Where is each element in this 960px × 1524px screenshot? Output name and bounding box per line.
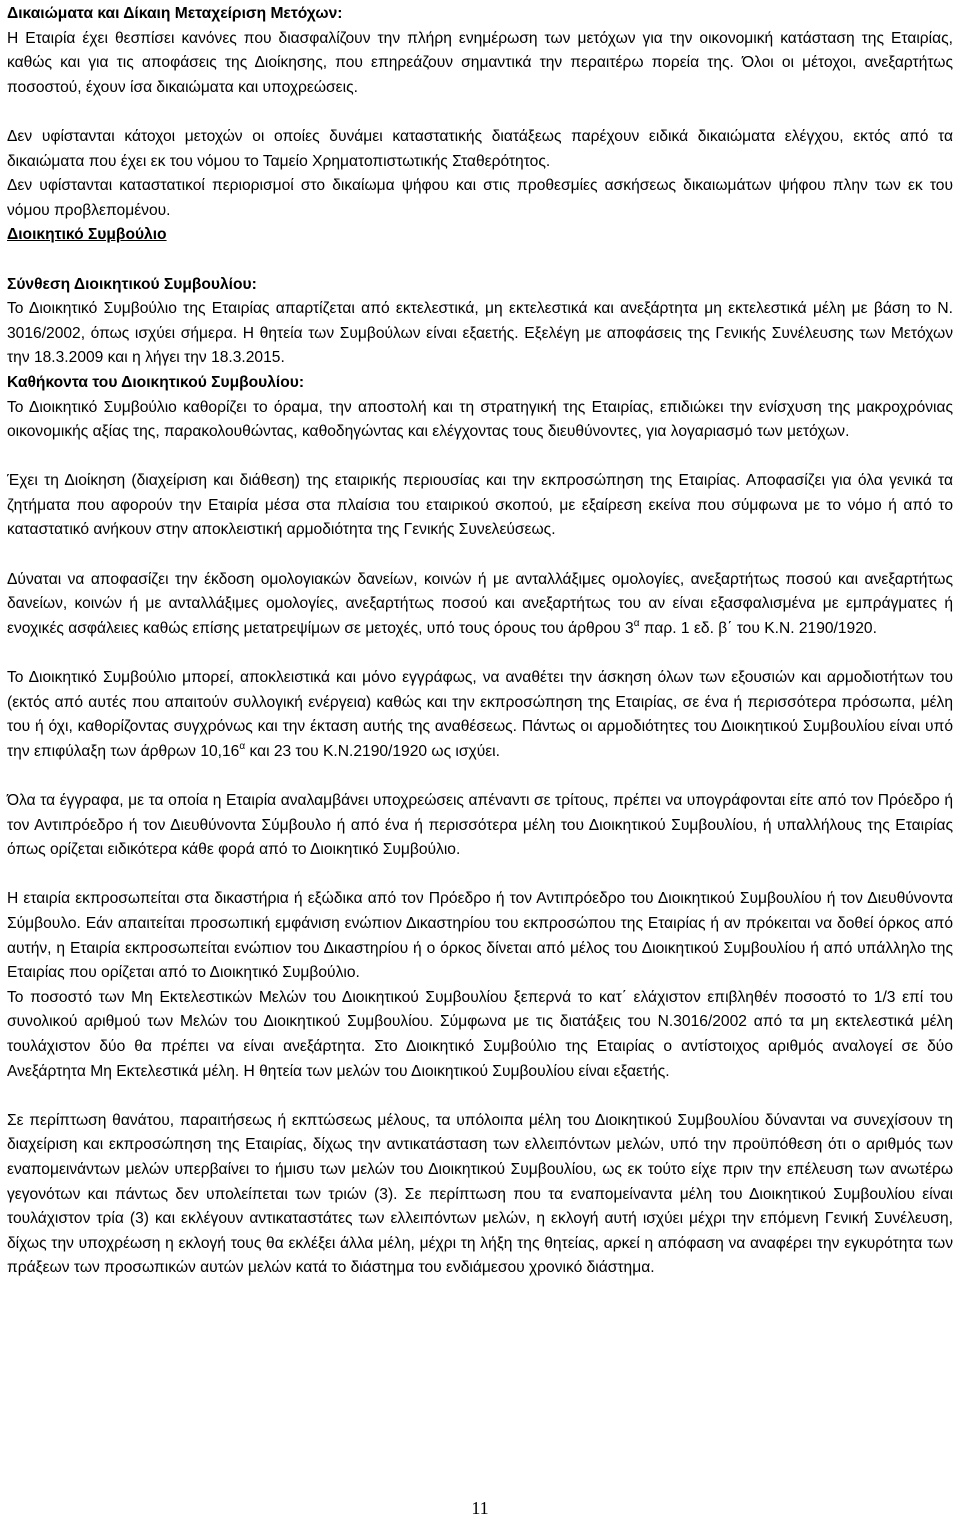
subheading-board-duties: Καθήκοντα του Διοικητικού Συμβουλίου: xyxy=(7,373,305,391)
paragraph-bonds-tail: παρ. 1 εδ. β΄ του Κ.Ν. 2190/1920. xyxy=(639,619,877,637)
section-heading-board: Διοικητικό Συμβούλιο xyxy=(7,226,167,244)
subheading-board-composition: Σύνθεση Διοικητικού Συμβουλίου: xyxy=(7,275,257,293)
paragraph-management: Έχει τη Διοίκηση (διαχείριση και διάθεση) της εταιρικής περιουσίας και την εκπροσώπηση της Εταιρίας. Αποφασίζει για όλα γενικά τα ζητήματα που αφορούν την Εταιρία μέσα στα πλαίσια του εταιρικού σκοπού, με εξαίρεση εκείνα που σύμφωνα με το νόμο ή από το καταστατικό ανήκουν στην αποκλειστική αρμοδιότητα της Γενικής Συνελεύσεως. xyxy=(7,472,953,539)
paragraph-board-composition: Το Διοικητικό Συμβούλιο της Εταιρίας απαρτίζεται από εκτελεστικά, μη εκτελεστικά και ανεξάρτητα μη εκτελεστικά μέλη με βάση το Ν. 3016/2002, όπως ισχύει σήμερα. Η θητεία των Συμβούλων είναι εξαετής. Εξελέγη με αποφάσεις της Γενικής Συνέλευσης των Μετόχων την 18.3.2009 και η λήγει την 18.3.2015. xyxy=(7,300,953,367)
spacer xyxy=(7,641,953,666)
paragraph-vacancy: Σε περίπτωση θανάτου, παραιτήσεως ή εκπτώσεως μέλους, τα υπόλοιπα μέλη του Διοικητικού Συμβουλίου δύνανται να συνεχίσουν τη διαχείριση και εκπροσώπηση της Εταιρίας, δίχως την αντικατάσταση των ελλειπόντων μελών, υπό την προϋπόθεση ότι ο αριθμός των εναπομεινάντων μελών υπερβαίνει το ήμισυ των μελών του Διοικητικού Συμβουλίου, ως εκ τούτο είχε πριν την επέλευση των ανωτέρω γεγονότων και πάντως δεν υπολείπεται των τριών (3). Σε περίπτωση που τα εναπομείναντα μέλη του Διοικητικού Συμβουλίου είναι τουλάχιστον τρία (3) και εκλέγουν αντικαταστάτες των ελλειπόντων μελών, η εκλογή αυτή ισχύει μέχρι την επόμενη Γενική Συνέλευση, δίχως την υποχρέωση η εκλογή τους θα εκλέξει άλλα μέλη, μέχρι τη λήξη της θητείας, αρκεί η απόφαση να αναφέρει την εγκυρότητα των πράξεων των προσωπικών αυτών μελών κατά το διάστημα του ενδιάμεσου χρονικό διάστημα. xyxy=(7,1111,953,1277)
paragraph-documents: Όλα τα έγγραφα, με τα οποία η Εταιρία αναλαμβάνει υποχρεώσεις απέναντι σε τρίτους, πρέπει να υπογράφονται είτε από τον Πρόεδρο ή τον Αντιπρόεδρο ή τον Διευθύνοντα Σύμβουλο ή από ένα ή περισσότερα μέλη του Διοικητικού Συμβουλίου, ή υπαλλήλους της Εταιρίας όπως ορίζεται ειδικότερα κάθε φορά από το Διοικητικό Συμβούλιο. xyxy=(7,792,953,859)
paragraph-bonds xyxy=(7,568,953,642)
superscript-alpha: α xyxy=(239,740,246,752)
spacer xyxy=(7,1084,953,1109)
spacer xyxy=(7,543,953,568)
paragraph-shareholder-info: Η Εταιρία έχει θεσπίσει κανόνες που διασφαλίζουν την πλήρη ενημέρωση των μετόχων για την οικονομική κατάσταση της Εταιρίας, καθώς και για τις αποφάσεις της Διοίκησης, που επηρεάζουν σημαντικά την περαιτέρω πορεία της. Όλοι οι μέτοχοι, ανεξαρτήτως ποσοστού, έχουν ίσα δικαιώματα και υποχρεώσεις. xyxy=(7,29,953,96)
superscript-alpha: α xyxy=(633,617,640,629)
paragraph-non-executive-ratio: Το ποσοστό των Μη Εκτελεστικών Μελών του Διοικητικού Συμβουλίου ξεπερνά το κατ΄ ελάχιστον επιβληθέν ποσοστό το 1/3 επί του συνολικού αριθμού των Μελών του Διοικητικού Συμβουλίου. Σύμφωνα με τις διατάξεις του Ν.3016/2002 από τα μη εκτελεστικά μέλη τουλάχιστον δύο θα πρέπει να είναι ανεξάρτητα. Στο Διοικητικό Συμβούλιο της Εταιρίας ο αντίστοιχος αριθμός αναλογεί σε δύο Ανεξάρτητα Μη Εκτελεστικά μέλη. Η θητεία των μελών του Διοικητικού Συμβουλίου είναι εξαετής. xyxy=(7,988,953,1080)
spacer xyxy=(7,445,953,470)
spacer xyxy=(7,764,953,789)
spacer xyxy=(7,100,953,125)
spacer xyxy=(7,863,953,888)
spacer xyxy=(7,248,953,273)
paragraph-control-rights: Δεν υφίστανται κάτοχοι μετοχών οι οποίες δυνάμει καταστατικής διατάξεως παρέχουν ειδικά δικαιώματα ελέγχου, εκτός από τα δικαιώματα που έχει εκ του νόμου το Ταμείο Χρηματοπιστωτικής Σταθερότητος. xyxy=(7,127,953,170)
paragraph-delegation xyxy=(7,666,953,764)
paragraph-bonds-text: Δύναται να αποφασίζει την έκδοση ομολογιακών δανείων, κοινών ή με ανταλλάξιμες ομολογίες, ανεξαρτήτως ποσού και ανεξαρτήτως δανείων, κοινών ή με ανταλλάξιμες ομολογίες, ανεξαρτήτως ποσού και ανεξαρτήτως του αν είναι εξασφαλισμένα με εμπράγματες ή ενοχικές ασφάλειες καθώς επίσης μετατρεψίμων σε μετοχές, υπό τους όρους του άρθρου 3 xyxy=(7,570,953,637)
paragraph-delegation-text: Το Διοικητικό Συμβούλιο μπορεί, αποκλειστικά και μόνο εγγράφως, να αναθέτει την άσκηση όλων των εξουσιών και αρμοδιοτήτων του (εκτός από αυτές που απαιτούν συλλογική ενέργεια) καθώς και την εκπροσώπηση της Εταιρίας, σε ένα ή περισσότερα πρόσωπα, μέλη του ή όχι, καθορίζοντας συγχρόνως και την έκταση αυτής της αναθέσεως. Πάντως οι αρμοδιότητες του Διοικητικού Συμβουλίου είναι υπό την επιφύλαξη των άρθρων 10,16 xyxy=(7,669,953,760)
section-heading-shareholder-rights: Δικαιώματα και Δίκαιη Μεταχείριση Μετόχων: xyxy=(7,5,343,22)
paragraph-court-representation: Η εταιρία εκπροσωπείται στα δικαστήρια ή εξώδικα από τον Πρόεδρο ή τον Αντιπρόεδρο του Διοικητικού Συμβουλίου ή τον Διευθύνοντα Σύμβουλο. Εάν απαιτείται προσωπική εμφάνιση ενώπιον Δικαστηρίου του εκπροσώπου της Εταιρίας ή αν πρόκειται να δοθεί όρκος από αυτήν, η Εταιρία εκπροσωπείται ενώπιον του Δικαστηρίου ή ο όρκος δίνεται από μέλος του Διοικητικού Συμβουλίου ή από υπάλληλο της Εταιρίας που ορίζεται από το Διοικητικό Συμβούλιο. xyxy=(7,890,953,982)
paragraph-voting-restrictions: Δεν υφίστανται καταστατικοί περιορισμοί στο δικαίωμα ψήφου και στις προθεσμίες ασκήσεως δικαιωμάτων ψήφου πλην των εκ του νόμου προβλεπομένου. xyxy=(7,177,953,219)
paragraph-delegation-tail: και 23 του Κ.Ν.2190/1920 ως ισχύει. xyxy=(245,742,500,760)
paragraph-board-duties: Το Διοικητικό Συμβούλιο καθορίζει το όραμα, την αποστολή και τη στρατηγική της Εταιρίας, επιδιώκει την ενίσχυση της μακροχρόνιας οικονομικής αξίας της, παρακολουθώντας, καθοδηγώντας και ελέγχοντας τους διευθύνοντες, για λογαριασμό των μετόχων. xyxy=(7,398,953,441)
page-number: 11 xyxy=(471,1498,489,1518)
